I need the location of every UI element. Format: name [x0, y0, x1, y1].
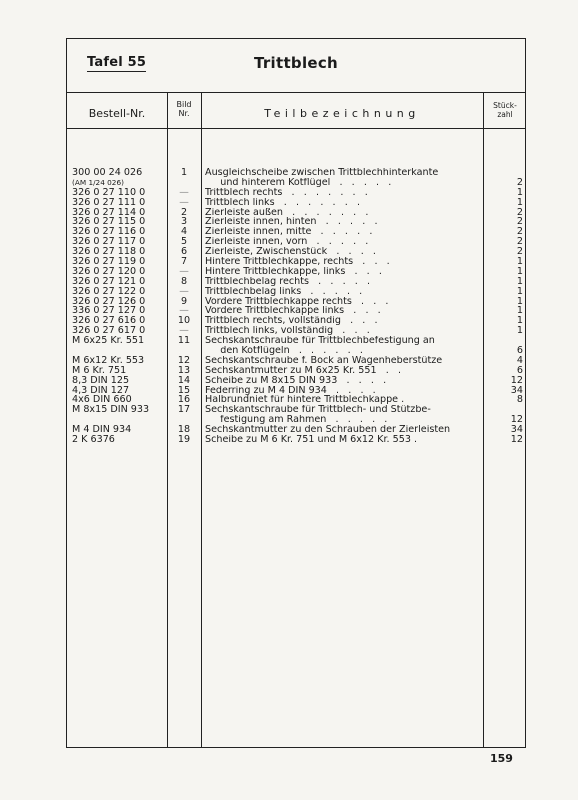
- quantity-cell: 1: [516, 256, 523, 268]
- figure-number-cell: 11: [177, 335, 191, 347]
- part-description-cell: Zierleiste außen . . . . . . .: [205, 207, 369, 218]
- order-number-cell: 326 0 27 616 0: [72, 315, 146, 327]
- quantity-cell: 2: [516, 206, 523, 218]
- header-part-description: Teilbezeichnung: [264, 107, 420, 120]
- order-number-cell: 4,3 DIN 127: [72, 384, 130, 396]
- figure-number-cell: —: [179, 196, 189, 208]
- order-number-cell: (AM 1/24 026): [72, 177, 124, 187]
- figure-number-cell: 18: [177, 424, 191, 436]
- order-number-cell: 326 0 27 118 0: [72, 246, 146, 258]
- page-number: 159: [490, 752, 513, 765]
- part-description-cell: Sechskantschraube für Trittblechbefestigung an: [205, 336, 435, 347]
- header-quantity-line2: zahl: [497, 110, 513, 119]
- quantity-cell: 2: [516, 176, 523, 188]
- part-description-cell: Trittblech links, vollständig . . .: [205, 326, 370, 337]
- table-row: [67, 435, 525, 445]
- order-number-cell: 326 0 27 117 0: [72, 236, 146, 248]
- figure-number-cell: 1: [180, 167, 188, 178]
- quantity-cell: 2: [516, 246, 523, 258]
- figure-number-cell: 16: [177, 394, 191, 406]
- header-figure-number-line1: Bild: [176, 100, 192, 109]
- part-description-cell: und hinterem Kotflügel . . . . .: [205, 177, 392, 188]
- quantity-cell: 1: [516, 325, 523, 337]
- part-description-cell: Zierleiste innen, vorn . . . . .: [205, 237, 369, 248]
- order-number-cell: 326 0 27 617 0: [72, 325, 146, 337]
- header-top-rule: [67, 92, 525, 93]
- order-number-cell: 326 0 27 121 0: [72, 275, 146, 287]
- table-row: [67, 356, 525, 366]
- figure-number-cell: 17: [177, 404, 191, 416]
- quantity-cell: 2: [516, 226, 523, 238]
- figure-number-cell: 12: [177, 354, 191, 366]
- part-description-cell: Scheibe zu M 6 Kr. 751 und M 6x12 Kr. 553 .: [205, 435, 418, 445]
- quantity-cell: 2: [516, 236, 523, 248]
- order-number-cell: 326 0 27 122 0: [72, 285, 146, 297]
- figure-number-cell: 2: [180, 206, 188, 218]
- part-description-cell: Sechskantschraube für Trittblech- und Stützbe-: [205, 405, 431, 416]
- header-quantity: [483, 101, 527, 119]
- table-row: [67, 366, 525, 376]
- order-number-cell: M 4 DIN 934: [72, 424, 132, 436]
- quantity-cell: 1: [516, 196, 523, 208]
- figure-number-cell: —: [179, 265, 189, 277]
- parts-table-frame: [66, 38, 526, 748]
- order-number-cell: 326 0 27 115 0: [72, 216, 146, 228]
- part-description-cell: Hintere Trittblechkappe, rechts . . .: [205, 257, 390, 267]
- quantity-cell: 2: [516, 216, 523, 228]
- figure-number-cell: 13: [177, 364, 191, 376]
- quantity-cell: 34: [510, 384, 523, 396]
- part-description-cell: festigung am Rahmen . . . . .: [205, 415, 388, 426]
- order-number-cell: 326 0 27 114 0: [72, 206, 146, 218]
- part-description-cell: Trittblech rechts, vollständig . . .: [205, 316, 378, 327]
- page-title: Trittblech: [253, 54, 339, 72]
- figure-number-cell: 4: [180, 226, 188, 238]
- order-number-cell: 326 0 27 126 0: [72, 295, 146, 307]
- quantity-cell: 12: [510, 374, 523, 386]
- order-number-cell: 4x6 DIN 660: [72, 394, 132, 406]
- figure-number-cell: —: [179, 305, 189, 317]
- quantity-cell: 1: [516, 305, 523, 317]
- order-number-cell: 326 0 27 111 0: [72, 196, 146, 208]
- quantity-cell: 1: [516, 275, 523, 287]
- table-row: [67, 336, 525, 346]
- order-number-cell: 326 0 27 120 0: [72, 265, 146, 277]
- table-row: [67, 376, 525, 386]
- part-description-cell: Trittblech rechts . . . . . . .: [205, 187, 368, 198]
- quantity-cell: 1: [516, 315, 523, 327]
- part-description-cell: Federring zu M 4 DIN 934 . . . .: [205, 385, 376, 396]
- part-description-cell: Zierleiste, Zwischenstück . . . .: [205, 247, 376, 258]
- header-figure-number: [167, 100, 201, 118]
- part-description-cell: Zierleiste innen, mitte . . . . .: [205, 227, 373, 238]
- parts-list: [67, 168, 525, 445]
- figure-number-cell: 14: [177, 374, 191, 386]
- order-number-cell: M 8x15 DIN 933: [72, 404, 150, 416]
- part-description-cell: Halbrundniet für hintere Trittblechkappe .: [205, 395, 405, 406]
- quantity-cell: 6: [516, 364, 523, 376]
- order-number-cell: 326 0 27 116 0: [72, 226, 146, 238]
- part-description-cell: Zierleiste innen, hinten . . . . .: [205, 217, 378, 228]
- figure-number-cell: 10: [177, 315, 191, 327]
- figure-number-cell: 5: [180, 236, 188, 248]
- order-number-cell: M 6x12 Kr. 553: [72, 354, 145, 366]
- order-number-cell: 8,3 DIN 125: [72, 374, 130, 386]
- part-description-cell: Trittblechbelag links . . . . .: [205, 286, 363, 297]
- order-number-cell: M 6 Kr. 751: [72, 364, 127, 376]
- part-description-cell: Sechskantmutter zu M 6x25 Kr. 551 . .: [205, 365, 401, 376]
- quantity-cell: 8: [516, 394, 523, 406]
- table-row: [67, 168, 525, 178]
- header-order-number: Bestell-Nr.: [88, 107, 146, 120]
- part-description-cell: Hintere Trittblechkappe, links . . .: [205, 266, 382, 277]
- header-quantity-line1: Stück-: [493, 101, 517, 110]
- part-description-cell: Sechskantschraube f. Bock an Wagenheberstütze: [205, 355, 443, 366]
- order-number-cell: 2 K 6376: [72, 434, 115, 446]
- table-row: [67, 386, 525, 396]
- table-row: [67, 405, 525, 415]
- figure-number-cell: 15: [177, 384, 191, 396]
- quantity-cell: 6: [516, 345, 523, 357]
- figure-number-cell: 9: [180, 295, 188, 307]
- quantity-cell: 1: [516, 265, 523, 277]
- part-description-cell: Sechskantmutter zu den Schrauben der Zierleisten: [205, 425, 451, 436]
- quantity-cell: 1: [516, 186, 523, 198]
- figure-number-cell: —: [179, 186, 189, 198]
- quantity-cell: 12: [510, 434, 523, 446]
- figure-number-cell: —: [179, 285, 189, 297]
- figure-number-cell: 8: [180, 275, 188, 287]
- figure-number-cell: 7: [180, 256, 188, 268]
- header-figure-number-line2: Nr.: [178, 109, 190, 118]
- order-number-cell: 300 00 24 026: [72, 167, 143, 178]
- quantity-cell: 4: [516, 354, 523, 366]
- part-description-cell: Trittblechbelag rechts . . . . .: [205, 276, 371, 287]
- part-description-cell: Vordere Trittblechkappe rechts . . .: [205, 296, 389, 307]
- quantity-cell: 1: [516, 295, 523, 307]
- part-description-cell: Ausgleichscheibe zwischen Trittblechhinterkante: [205, 168, 439, 178]
- figure-number-cell: —: [179, 325, 189, 337]
- part-description-cell: Scheibe zu M 8x15 DIN 933 . . . .: [205, 375, 387, 386]
- figure-number-cell: 6: [180, 246, 188, 258]
- table-row: [67, 415, 525, 425]
- figure-number-cell: 19: [177, 434, 191, 446]
- order-number-cell: M 6x25 Kr. 551: [72, 335, 145, 347]
- figure-number-cell: 3: [180, 216, 188, 228]
- quantity-cell: 1: [516, 285, 523, 297]
- plate-number: Tafel 55: [87, 55, 147, 70]
- order-number-cell: 326 0 27 110 0: [72, 186, 146, 198]
- order-number-cell: 336 0 27 127 0: [72, 305, 146, 317]
- quantity-cell: 12: [510, 414, 523, 426]
- part-description-cell: Trittblech links . . . . . . .: [205, 197, 360, 208]
- order-number-cell: 326 0 27 119 0: [72, 256, 146, 268]
- part-description-cell: den Kotflügeln . . . . . .: [205, 346, 363, 356]
- table-row: [67, 425, 525, 435]
- header-bottom-rule: [67, 128, 525, 129]
- quantity-cell: 34: [510, 424, 523, 436]
- part-description-cell: Vordere Trittblechkappe links . . .: [205, 306, 381, 317]
